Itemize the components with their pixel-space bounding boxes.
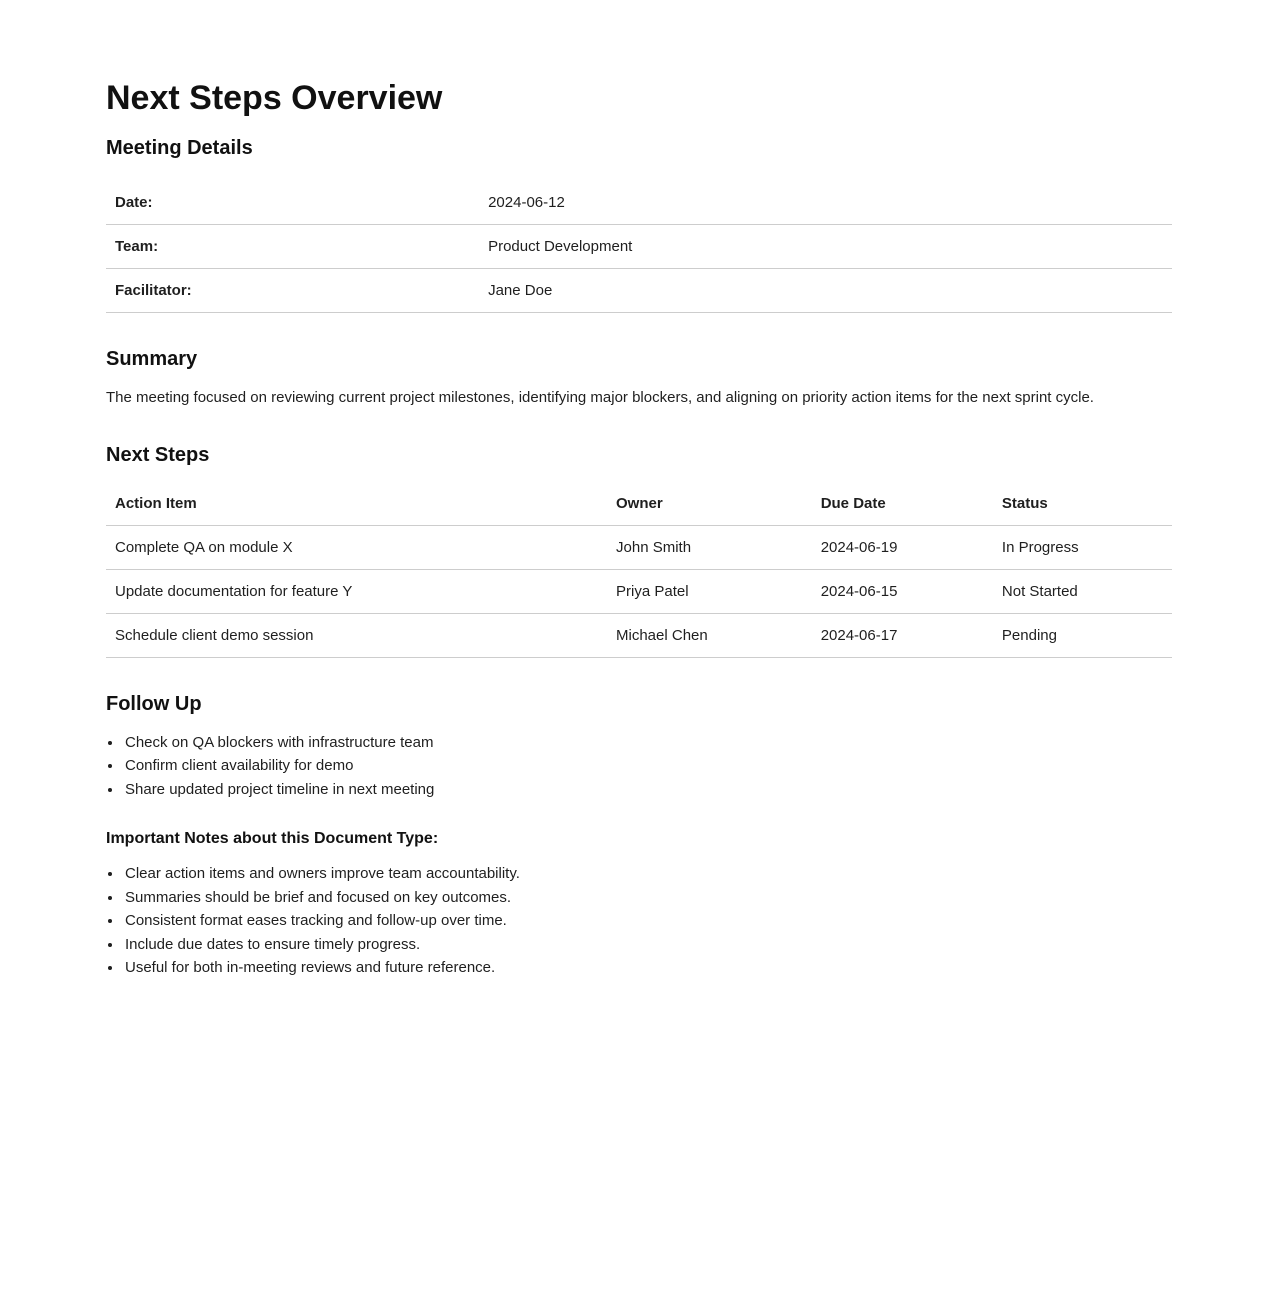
cell-owner: Michael Chen (607, 613, 812, 657)
important-notes-list (106, 862, 1172, 980)
list-item: • Share updated project timeline in next meeting (123, 778, 1172, 802)
cell-action-item: Complete QA on module X (106, 525, 607, 569)
page-title: Next Steps Overview (106, 79, 443, 117)
summary-paragraph: The meeting focused on reviewing current project milestones, identifying major blockers, and aligning on priority action items for the next sprint cycle. (106, 388, 1094, 406)
detail-value-facilitator: Jane Doe (479, 268, 1172, 312)
column-header-due-date: Due Date (812, 482, 993, 526)
document-page (106, 0, 1172, 980)
cell-due-date: 2024-06-17 (812, 613, 993, 657)
important-notes-heading: Important Notes about this Document Type: (106, 830, 439, 848)
table-row (106, 268, 1172, 312)
column-header-owner: Owner (607, 482, 812, 526)
list-item: • Include due dates to ensure timely progress. (123, 933, 1172, 957)
list-item: • Useful for both in-meeting reviews and future reference. (123, 956, 1172, 980)
next-steps-table (106, 482, 1172, 658)
cell-due-date: 2024-06-15 (812, 569, 993, 613)
cell-action-item: Update documentation for feature Y (106, 569, 607, 613)
cell-action-item: Schedule client demo session (106, 613, 607, 657)
detail-label-date: Date: (106, 181, 479, 225)
detail-value-team: Product Development (479, 224, 1172, 268)
list-item: • Check on QA blockers with infrastructure team (123, 731, 1172, 755)
detail-label-facilitator: Facilitator: (106, 268, 479, 312)
table-row (106, 525, 1172, 569)
follow-up-list (106, 731, 1172, 802)
list-item: • Confirm client availability for demo (123, 754, 1172, 778)
table-row (106, 613, 1172, 657)
detail-value-date: 2024-06-12 (479, 181, 1172, 225)
cell-status: In Progress (993, 525, 1172, 569)
list-item: • Consistent format eases tracking and follow-up over time. (123, 909, 1172, 933)
cell-owner: John Smith (607, 525, 812, 569)
meeting-details-table (106, 181, 1172, 313)
detail-label-team: Team: (106, 224, 479, 268)
section-heading-meeting-details: Meeting Details (106, 136, 253, 159)
section-heading-summary: Summary (106, 347, 198, 370)
table-header-row (106, 482, 1172, 526)
column-header-status: Status (993, 482, 1172, 526)
section-heading-follow-up: Follow Up (106, 692, 202, 715)
cell-due-date: 2024-06-19 (812, 525, 993, 569)
cell-owner: Priya Patel (607, 569, 812, 613)
cell-status: Not Started (993, 569, 1172, 613)
section-heading-next-steps: Next Steps (106, 443, 210, 466)
table-row (106, 569, 1172, 613)
list-item: • Summaries should be brief and focused on key outcomes. (123, 886, 1172, 910)
list-item: • Clear action items and owners improve team accountability. (123, 862, 1172, 886)
cell-status: Pending (993, 613, 1172, 657)
column-header-action-item: Action Item (106, 482, 607, 526)
table-row (106, 224, 1172, 268)
table-row (106, 181, 1172, 225)
